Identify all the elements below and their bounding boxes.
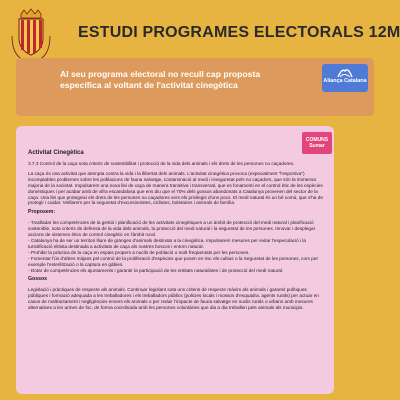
federation-logo bbox=[8, 8, 54, 64]
alianca-catalana-logo bbox=[322, 64, 368, 92]
mountain-icon bbox=[337, 65, 353, 79]
paragraph-control: 3.7.3 Control de la caça sota criteris de sostenibilitat i protecció de la vida dels animals i els drets de les persones no caçadores. bbox=[28, 161, 295, 166]
proposals-heading: Proposem: bbox=[28, 209, 56, 216]
shield-crest-icon bbox=[8, 8, 54, 64]
list-item: - Prohibir la pràctica de la caça en espais propers a nuclis de població o molt freqüentats per les persones. bbox=[28, 249, 250, 255]
comuns-sumar-name: COMUNS Sumar bbox=[305, 137, 329, 149]
list-item: - Traslladar les competències de la gestió i planificació de les activitats cinegètiques a un àmbit de protecció del medi natural i planificació sostenible, sota criteris de defensa de la vida dels animals, la protecció del medi natural i la seguretat de les persones. Innovar i desplegar accions de sistemes ètics de control cinegètic en l'àmbit rural. bbox=[28, 220, 316, 238]
alianca-catalana-name: Aliança Catalana bbox=[323, 78, 367, 84]
paragraph-hunting: La caça és una activitat que atempta contra la vida i la llibertat dels animals. L'activitat cinegètica provoca (especialment "l'esportiva") incomptables problemes sobre les poblacions de fauna salvatge, contaminació al medi i inseguretat pels no caçadors, que són la immensa majoria de la societat. Impulsarem una nova llei de caça de manera transitiva i transversal, que es fonamenti en el control ètic de les espècies domèstiques i per acabar amb de xifra escandalosa que ens diu que el 70% dels gossos abandonats a Catalunya provenen del sector de la caça. Una llei que protegeixi els drets de les persones no caçadores vers els privilegis d'uns pocs. El medi natural és un bé comú, que s'ha de protegir i cuidar. Vetllarem per la seguretat d'excursionistes, ciclistes, boletaires i animals de família. bbox=[28, 170, 323, 206]
paragraph-dogs: Legislació i pràctiques de respecte als animals. Continuar legislant sota uns criteris de respecte màxim als animals i garantir polítiques públiques i formació adequada a les treballadores i els treballadors públics (policies locals i mossos d'esquadra, agents rurals) per actuar en casos de maltractament i negligències envers els animals o per reduir l'impacte de fauna salvatge en nuclis rurals o urbans amb mesures alternatives a les armes de foc, de forma coordinada amb les persones voluntàries que dia a dia treballen pels animals als municipis. bbox=[28, 287, 319, 311]
dogs-heading: Gossos bbox=[28, 276, 48, 283]
section-heading: Activitat Cinegètica bbox=[28, 150, 84, 156]
list-item: - Catalunya ha de ser un territori lliure de granges d'animals destinats a la cinegètica. Impulsarem mesures per evitar l'especulació i la turistificació elitista destinada a activitats de caça als nostres boscos i entorn natural. bbox=[28, 237, 306, 249]
list-item: - Fomentar l'ús d'altres mitjans pel control de la proliferació d'espècies que posen en risc els cultius o la Seguretat de les persones, com per exemple l'esterilització o la captura en gàbies. bbox=[28, 255, 319, 267]
program-content bbox=[28, 150, 326, 315]
list-item: - Dotar de competències els ajuntaments i garantir la participació de les entitats naturalistes i de protecció del medi natural. bbox=[28, 267, 284, 273]
alianca-statement: Al seu programa electoral no recull cap proposta específica al voltant de l'activitat cinegètica bbox=[60, 69, 261, 90]
alianca-banner bbox=[16, 58, 374, 116]
proposals-list bbox=[28, 220, 326, 273]
page-title: ESTUDI PROGRAMES ELECTORALS 12M bbox=[78, 24, 400, 41]
